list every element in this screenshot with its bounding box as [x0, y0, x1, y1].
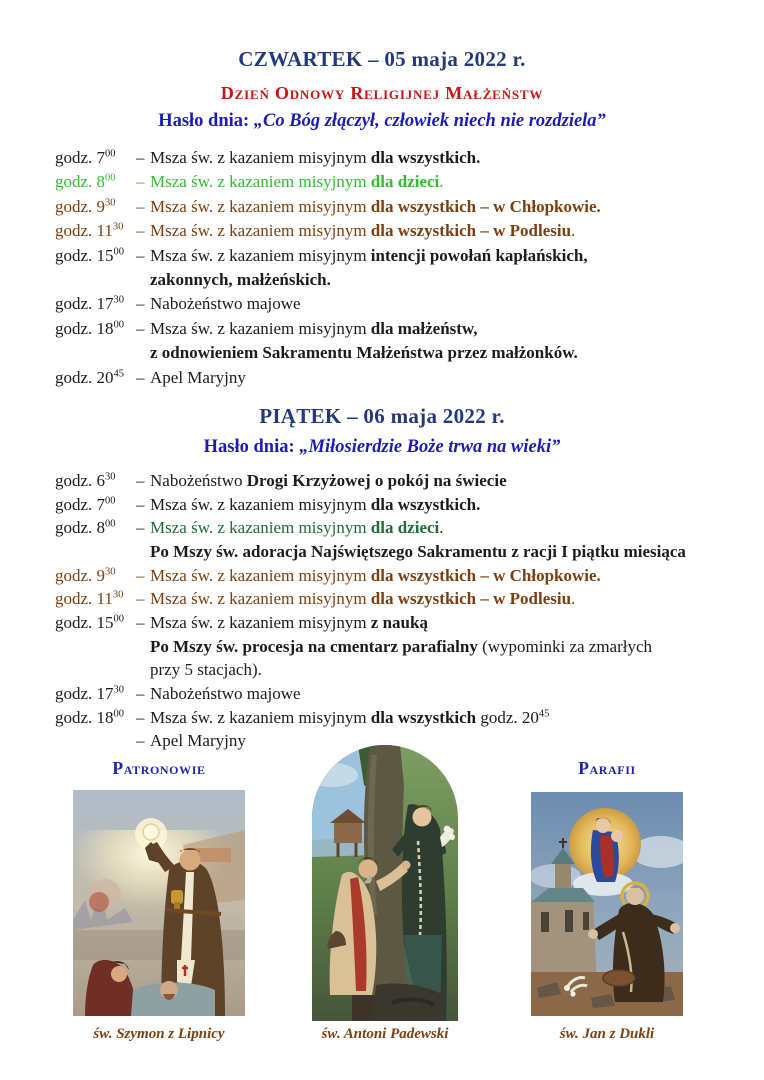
text-run: dla wszystkich – w Chłopkowie.: [370, 565, 601, 585]
description-cell: [150, 540, 756, 564]
text-run: Drogi Krzyżowej o pokój na świecie: [246, 470, 507, 490]
text-run: .: [439, 172, 444, 192]
text-run: Apel Maryjny: [150, 367, 246, 387]
time-minutes: 00: [105, 148, 116, 160]
painting-antoni-artwork: [312, 745, 458, 1021]
text-run: przy 5 stacjach).: [150, 660, 262, 680]
day-subtitle-thursday: Dzień Odnowy Religijnej Małżeństw: [220, 83, 544, 103]
time-minutes: 30: [105, 566, 116, 577]
time-minutes: 00: [105, 518, 116, 530]
time-cell: [55, 170, 136, 194]
time-label: godz. 7: [55, 494, 106, 514]
description-cell: [150, 195, 756, 219]
time-cell: [55, 540, 136, 564]
time-minutes: 30: [112, 221, 124, 233]
dash-cell: –: [136, 196, 145, 216]
time-minutes: 30: [105, 197, 116, 209]
caption-jan-z-dukli: św. Jan z Dukli: [559, 1026, 655, 1042]
schedule-row-continuation: [0, 540, 764, 564]
schedule-row-continuation: [0, 658, 764, 682]
schedule-row: [0, 564, 764, 588]
description-cell: [150, 493, 756, 517]
time-cell: [55, 635, 136, 659]
painting-jan-z-dukli-image: [531, 792, 683, 1016]
motto-quote: „Miłosierdzie Boże trwa na wieki”: [299, 436, 561, 457]
time-cell: [55, 341, 136, 365]
description-cell: [150, 341, 756, 365]
time-minutes: 00: [113, 245, 125, 257]
time-label: godz. 15: [55, 245, 114, 265]
dash-cell: –: [136, 148, 145, 167]
schedule-row-continuation: [0, 635, 764, 659]
text-run: dla wszystkich.: [370, 148, 481, 167]
time-minutes: 00: [105, 494, 116, 506]
day-section-friday: [0, 403, 764, 753]
painting-antoni-padewski-image: [312, 745, 458, 1021]
time-label: godz. 17: [55, 294, 114, 314]
text-run: Po Mszy św. adoracja Najświętszego Sakramentu z racji I piątku miesiąca: [150, 541, 686, 561]
text-run: Msza św. z kazaniem misyjnym: [150, 148, 371, 167]
text-run: Msza św. z kazaniem misyjnym: [150, 565, 371, 585]
caption-szymon-z-lipnicy: św. Szymon z Lipnicy: [93, 1026, 225, 1042]
time-cell: [55, 682, 136, 706]
time-minutes: 00: [113, 613, 125, 625]
painting-szymon-artwork: [73, 790, 245, 1016]
dash-cell: –: [136, 684, 145, 704]
caption-antoni-padewski: św. Antoni Padewski: [321, 1026, 449, 1042]
description-cell: [150, 587, 756, 611]
schedule-row: [0, 366, 764, 390]
schedule-row: [0, 244, 764, 268]
time-cell: [55, 564, 136, 588]
description-cell: [150, 317, 756, 341]
dash-cell: –: [136, 470, 145, 490]
time-cell: [55, 706, 136, 730]
description-cell: [150, 366, 756, 390]
time-label: godz. 6: [55, 470, 106, 490]
schedule-row: [0, 493, 764, 517]
time-cell: [55, 244, 136, 268]
description-cell: [150, 170, 756, 194]
dash-cell: –: [136, 318, 145, 338]
time-cell: [55, 146, 136, 170]
time-label: godz. 18: [55, 318, 114, 338]
schedule-row-continuation: [0, 341, 764, 365]
schedule-row: [0, 469, 764, 493]
time-label: godz. 9: [55, 196, 106, 216]
description-cell: [150, 682, 756, 706]
description-cell: [150, 146, 756, 170]
text-run: dla małżeństw,: [370, 318, 478, 338]
dash-cell: –: [136, 172, 145, 192]
schedule-row-continuation: [0, 268, 764, 292]
description-cell: [150, 219, 756, 243]
text-run: intencji powołań kapłańskich,: [370, 245, 588, 265]
schedule-row: [0, 706, 764, 730]
dash-cell: –: [136, 589, 145, 609]
text-run: .: [571, 221, 576, 241]
time-label: godz. 9: [55, 565, 106, 585]
text-run: Apel Maryjny: [150, 731, 246, 751]
time-cell: [55, 366, 136, 390]
dash-cell: –: [136, 707, 145, 727]
time-minutes: 00: [105, 172, 116, 184]
dash-cell: [136, 540, 150, 564]
dash-cell: –: [136, 221, 145, 241]
text-run: Msza św. z kazaniem misyjnym: [150, 707, 371, 727]
time-minutes: 00: [113, 708, 125, 720]
text-run: 45: [538, 708, 550, 720]
time-cell: [55, 469, 136, 493]
text-run: Nabożeństwo majowe: [150, 294, 301, 314]
dash-cell: [136, 658, 150, 682]
description-cell: [150, 706, 756, 730]
gallery-label-patronowie: Patronowie: [112, 758, 206, 778]
schedule-row: [0, 146, 764, 170]
time-cell: [55, 587, 136, 611]
description-cell: [150, 268, 756, 292]
schedule-row: [0, 219, 764, 243]
text-run: Nabożeństwo majowe: [150, 684, 301, 704]
time-minutes: 30: [112, 589, 124, 601]
description-cell: [150, 729, 756, 753]
text-run: zakonnych, małżeńskich.: [150, 269, 331, 289]
schedule-row: [0, 292, 764, 316]
schedule-row: [0, 516, 764, 540]
text-run: dla wszystkich: [370, 707, 477, 727]
day-section-thursday: [0, 46, 764, 390]
description-cell: [150, 635, 756, 659]
time-minutes: 30: [113, 294, 125, 306]
time-label: godz. 20: [55, 367, 114, 387]
motto-quote: „Co Bóg złączył, człowiek niech nie rozdziela”: [253, 111, 606, 131]
text-run: Msza św. z kazaniem misyjnym: [150, 221, 371, 241]
dash-cell: –: [136, 245, 145, 265]
description-cell: [150, 658, 756, 682]
text-run: z odnowieniem Sakramentu Małżeństwa przez małżonków.: [150, 343, 578, 363]
time-cell: [55, 516, 136, 540]
dash-cell: –: [136, 294, 145, 314]
schedule-row: [0, 611, 764, 635]
text-run: Msza św. z kazaniem misyjnym: [150, 494, 371, 514]
text-run: Msza św. z kazaniem misyjnym: [150, 318, 371, 338]
time-label: godz. 11: [55, 221, 113, 241]
dash-cell: –: [136, 613, 145, 633]
text-run: Msza św. z kazaniem misyjnym: [150, 245, 371, 265]
dash-cell: –: [136, 518, 145, 538]
time-label: godz. 8: [55, 172, 106, 192]
description-cell: [150, 469, 756, 493]
time-cell: [55, 729, 136, 753]
description-cell: [150, 516, 756, 540]
dash-cell: [136, 341, 150, 365]
text-run: dla wszystkich – w Podlesiu: [370, 221, 572, 241]
motto-label: Hasło dnia:: [203, 436, 300, 457]
schedule-row: [0, 587, 764, 611]
time-minutes: 00: [113, 319, 125, 331]
dash-cell: [136, 268, 150, 292]
schedule-list-friday: [0, 469, 764, 753]
text-run: dla wszystkich – w Podlesiu: [370, 589, 572, 609]
text-run: z nauką: [370, 613, 428, 633]
time-cell: [55, 317, 136, 341]
text-run: dla wszystkich – w Chłopkowie.: [370, 196, 601, 216]
painting-jan-artwork: [531, 792, 683, 1016]
gallery-label-parafii: Parafii: [578, 758, 636, 778]
time-minutes: 30: [105, 471, 116, 483]
motto-label: Hasło dnia:: [158, 111, 254, 131]
time-cell: [55, 611, 136, 635]
schedule-row: [0, 195, 764, 219]
text-run: Msza św. z kazaniem misyjnym: [150, 518, 371, 538]
time-cell: [55, 493, 136, 517]
text-run: Nabożeństwo: [150, 470, 247, 490]
description-cell: [150, 611, 756, 635]
text-run: dla wszystkich.: [370, 494, 481, 514]
text-run: Msza św. z kazaniem misyjnym: [150, 196, 371, 216]
time-cell: [55, 292, 136, 316]
dash-cell: [136, 635, 150, 659]
text-run: Msza św. z kazaniem misyjnym: [150, 589, 371, 609]
schedule-row: [0, 170, 764, 194]
time-minutes: 30: [113, 684, 125, 696]
time-label: godz. 18: [55, 707, 114, 727]
text-run: .: [571, 589, 576, 609]
time-minutes: 45: [113, 367, 125, 379]
time-cell: [55, 268, 136, 292]
time-label: godz. 8: [55, 518, 106, 538]
time-label: godz. 15: [55, 613, 114, 633]
text-run: godz. 20: [476, 707, 539, 727]
motto-line-thursday: [0, 110, 764, 132]
dash-cell: –: [136, 731, 145, 751]
text-run: .: [439, 518, 444, 538]
day-title-friday: PIĄTEK – 06 maja 2022 r.: [259, 403, 505, 428]
schedule-list-thursday: [0, 146, 764, 390]
time-label: godz. 17: [55, 684, 114, 704]
dash-cell: –: [136, 565, 145, 585]
motto-line-friday: [0, 436, 764, 458]
time-label: godz. 7: [55, 148, 106, 167]
time-cell: [55, 658, 136, 682]
dash-cell: –: [136, 367, 145, 387]
description-cell: [150, 292, 756, 316]
text-run: (wypominki za zmarłych: [477, 636, 653, 656]
text-run: Msza św. z kazaniem misyjnym: [150, 613, 371, 633]
text-run: dla dzieci: [370, 172, 440, 192]
time-label: godz. 11: [55, 589, 113, 609]
time-cell: [55, 219, 136, 243]
text-run: Msza św. z kazaniem misyjnym: [150, 172, 371, 192]
schedule-row: [0, 682, 764, 706]
painting-szymon-z-lipnicy-image: [73, 790, 245, 1016]
dash-cell: –: [136, 494, 145, 514]
time-cell: [55, 195, 136, 219]
text-run: Po Mszy św. procesja na cmentarz parafialny: [150, 636, 478, 656]
description-cell: [150, 564, 756, 588]
text-run: dla dzieci: [370, 518, 440, 538]
schedule-row: [0, 317, 764, 341]
description-cell: [150, 244, 756, 268]
day-title-thursday: CZWARTEK – 05 maja 2022 r.: [238, 47, 526, 71]
